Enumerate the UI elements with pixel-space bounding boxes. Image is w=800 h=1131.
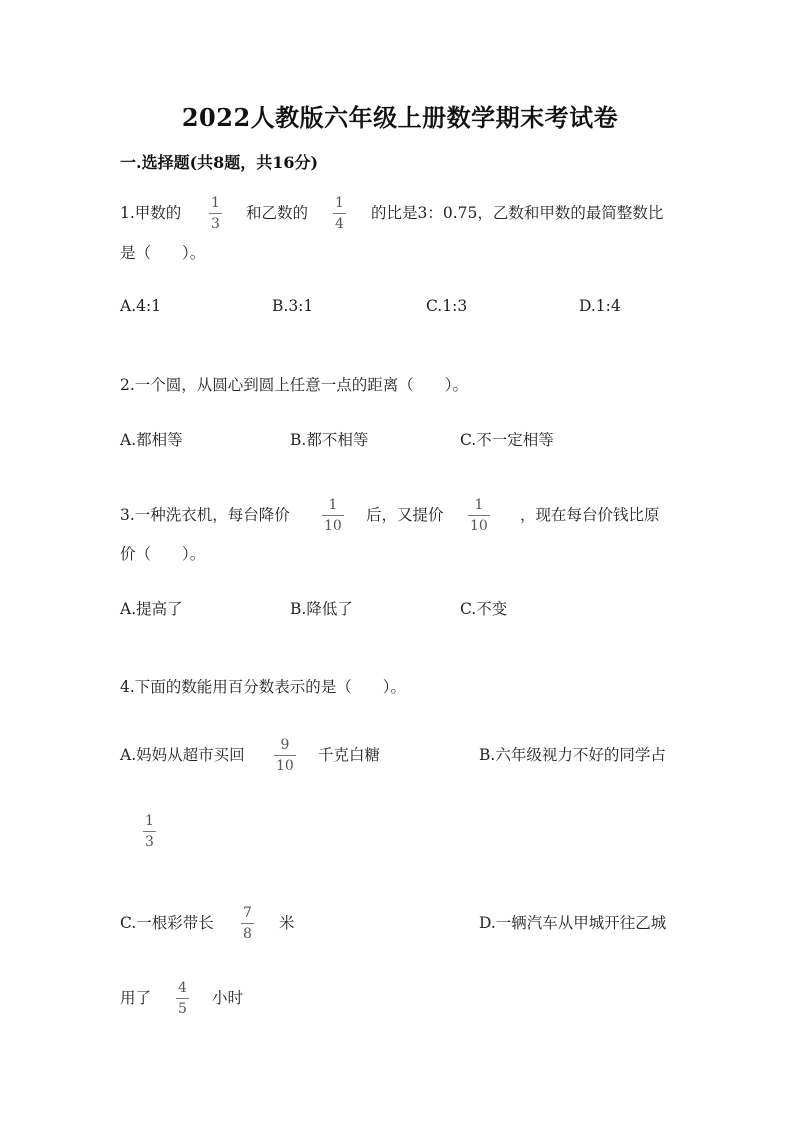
q4-option-c-fraction: 7 8 (243, 905, 252, 942)
q2-option-a[interactable]: A.都相等 (120, 431, 183, 449)
q1-text-3: 的比是3：0.75，乙数和甲数的最简整数比 (371, 204, 664, 222)
q1-option-b[interactable]: B.3:1 (272, 297, 314, 315)
q3-text-2: 后，又提价 (366, 506, 444, 524)
q3-option-b[interactable]: B.降低了 (290, 600, 353, 618)
q2-stem: 2.一个圆，从圆心到圆上任意一点的距离（ ）。 (120, 376, 469, 394)
q3-text-4: 价（ ）。 (120, 545, 206, 563)
q3-text-1: 3.一种洗衣机，每台降价 (120, 506, 290, 524)
q1-text-4: 是（ ）。 (120, 244, 206, 262)
q3-fraction-2: 1 10 (470, 497, 488, 534)
q3-fraction-1: 1 10 (324, 497, 342, 534)
q3-option-a[interactable]: A.提高了 (120, 600, 183, 618)
q4-option-d-cont: 用了 (120, 989, 152, 1007)
q3-text-3: ，现在每台价钱比原 (520, 506, 660, 524)
q1-fraction-2: 1 4 (335, 195, 344, 232)
q1-option-d[interactable]: D.1:4 (579, 297, 621, 315)
q1-option-c[interactable]: C.1:3 (426, 297, 468, 315)
q1-text-2: 和乙数的 (246, 204, 309, 222)
q1-fraction-1: 1 3 (211, 195, 220, 232)
q4-option-b-fraction: 1 3 (145, 813, 154, 850)
q4-option-d-unit: 小时 (212, 989, 244, 1007)
q4-stem: 4.下面的数能用百分数表示的是（ ）。 (120, 678, 407, 696)
q4-option-c[interactable]: C.一根彩带长 (120, 914, 214, 932)
q4-option-c-unit: 米 (279, 914, 295, 932)
q4-option-a-unit: 千克白糖 (318, 746, 381, 764)
q2-option-b[interactable]: B.都不相等 (290, 431, 369, 449)
q4-option-b[interactable]: B.六年级视力不好的同学占 (479, 746, 666, 764)
q1-text-1: 1.甲数的 (120, 204, 182, 222)
q4-option-d-fraction: 4 5 (178, 980, 187, 1017)
q4-option-a[interactable]: A.妈妈从超市买回 (120, 746, 245, 764)
section-heading: 一.选择题(共8题，共16分) (120, 153, 319, 172)
q4-option-d[interactable]: D.一辆汽车从甲城开往乙城 (479, 914, 667, 932)
page-title: 2022人教版六年级上册数学期末考试卷 (181, 103, 619, 132)
q2-option-c[interactable]: C.不一定相等 (460, 431, 554, 449)
q1-option-a[interactable]: A.4:1 (120, 297, 162, 315)
q3-option-c[interactable]: C.不变 (460, 600, 508, 618)
q4-option-a-fraction: 9 10 (276, 737, 294, 774)
